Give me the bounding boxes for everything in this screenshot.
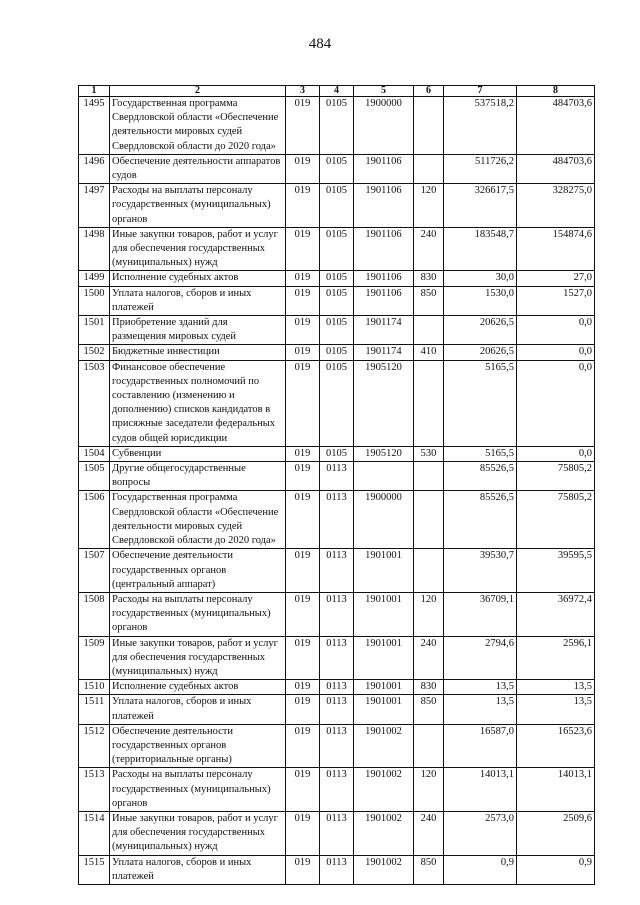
section-code: 0113 [320,491,354,549]
amount-year-2: 75805,2 [517,491,595,549]
row-name: Иные закупки товаров, работ и услуг для обеспечения государственных (муниципальных) нужд [110,636,286,680]
chapter-code: 019 [286,271,320,286]
chapter-code: 019 [286,286,320,315]
row-name: Бюджетные инвестиции [110,345,286,360]
expense-type-code: 120 [414,768,444,812]
table-row [79,768,595,812]
row-number: 1499 [79,271,110,286]
column-header: 4 [320,86,354,97]
row-name: Расходы на выплаты персоналу государственных (муниципальных) органов [110,184,286,228]
table-row [79,286,595,315]
amount-year-2: 27,0 [517,271,595,286]
chapter-code: 019 [286,462,320,491]
amount-year-2: 0,0 [517,316,595,345]
row-number: 1504 [79,446,110,461]
section-code: 0105 [320,97,354,155]
chapter-code: 019 [286,184,320,228]
amount-year-1: 2794,6 [444,636,517,680]
row-name: Финансовое обеспечение государственных полномочий по составлению (изменению и дополнению) списков кандидатов в присяжные заседатели федеральных судов общей юрисдикции [110,360,286,446]
column-header: 1 [79,86,110,97]
amount-year-1: 14013,1 [444,768,517,812]
amount-year-2: 0,0 [517,446,595,461]
chapter-code: 019 [286,446,320,461]
chapter-code: 019 [286,592,320,636]
expense-type-code: 240 [414,636,444,680]
section-code: 0105 [320,345,354,360]
row-number: 1512 [79,724,110,768]
row-number: 1505 [79,462,110,491]
table-row [79,184,595,228]
amount-year-2: 14013,1 [517,768,595,812]
column-header: 6 [414,86,444,97]
section-code: 0105 [320,286,354,315]
row-name: Приобретение зданий для размещения мировых судей [110,316,286,345]
amount-year-1: 537518,2 [444,97,517,155]
target-article-code: 1901106 [354,184,414,228]
table-row [79,227,595,271]
row-name: Государственная программа Свердловской области «Обеспечение деятельности мировых судей Свердловской области до 2020 года» [110,97,286,155]
chapter-code: 019 [286,360,320,446]
row-number: 1507 [79,549,110,593]
target-article-code: 1900000 [354,97,414,155]
row-number: 1513 [79,768,110,812]
row-number: 1496 [79,154,110,183]
target-article-code: 1901001 [354,549,414,593]
target-article-code: 1905120 [354,360,414,446]
table-row [79,154,595,183]
row-name: Исполнение судебных актов [110,680,286,695]
row-number: 1511 [79,695,110,724]
table-row [79,855,595,884]
table-row [79,446,595,461]
chapter-code: 019 [286,154,320,183]
row-number: 1506 [79,491,110,549]
chapter-code: 019 [286,768,320,812]
section-code: 0105 [320,271,354,286]
chapter-code: 019 [286,227,320,271]
target-article-code: 1901001 [354,592,414,636]
target-article-code: 1900000 [354,491,414,549]
column-header: 3 [286,86,320,97]
chapter-code: 019 [286,724,320,768]
column-header: 2 [110,86,286,97]
expense-type-code [414,360,444,446]
amount-year-2: 36972,4 [517,592,595,636]
amount-year-1: 16587,0 [444,724,517,768]
amount-year-1: 39530,7 [444,549,517,593]
row-number: 1500 [79,286,110,315]
section-code: 0105 [320,154,354,183]
row-name: Субвенции [110,446,286,461]
table-row [79,360,595,446]
expense-type-code: 120 [414,184,444,228]
chapter-code: 019 [286,316,320,345]
column-header: 5 [354,86,414,97]
section-code: 0105 [320,184,354,228]
target-article-code: 1901106 [354,154,414,183]
target-article-code: 1901174 [354,345,414,360]
table-row [79,97,595,155]
row-number: 1503 [79,360,110,446]
table-header-row [79,86,595,97]
amount-year-2: 1527,0 [517,286,595,315]
expense-type-code: 850 [414,855,444,884]
table-row [79,316,595,345]
section-code: 0113 [320,811,354,855]
section-code: 0113 [320,695,354,724]
expense-type-code: 850 [414,695,444,724]
amount-year-2: 0,0 [517,345,595,360]
expense-type-code [414,97,444,155]
amount-year-2: 75805,2 [517,462,595,491]
amount-year-2: 13,5 [517,680,595,695]
target-article-code: 1901002 [354,855,414,884]
table-row [79,680,595,695]
target-article-code [354,462,414,491]
amount-year-1: 20626,5 [444,316,517,345]
section-code: 0113 [320,462,354,491]
section-code: 0105 [320,360,354,446]
table-row [79,549,595,593]
row-number: 1508 [79,592,110,636]
expense-type-code: 530 [414,446,444,461]
page-number: 484 [308,36,332,52]
chapter-code: 019 [286,695,320,724]
chapter-code: 019 [286,549,320,593]
target-article-code: 1901002 [354,768,414,812]
section-code: 0113 [320,855,354,884]
expense-type-code [414,462,444,491]
table-row [79,636,595,680]
target-article-code: 1905120 [354,446,414,461]
row-name: Иные закупки товаров, работ и услуг для обеспечения государственных (муниципальных) нужд [110,227,286,271]
chapter-code: 019 [286,97,320,155]
row-name: Обеспечение деятельности государственных органов (центральный аппарат) [110,549,286,593]
amount-year-1: 5165,5 [444,360,517,446]
row-name: Расходы на выплаты персоналу государственных (муниципальных) органов [110,592,286,636]
expense-type-code: 240 [414,811,444,855]
amount-year-2: 2596,1 [517,636,595,680]
row-name: Расходы на выплаты персоналу государственных (муниципальных) органов [110,768,286,812]
amount-year-1: 0,9 [444,855,517,884]
row-name: Уплата налогов, сборов и иных платежей [110,695,286,724]
row-name: Обеспечение деятельности государственных органов (территориальные органы) [110,724,286,768]
section-code: 0113 [320,636,354,680]
chapter-code: 019 [286,855,320,884]
amount-year-2: 0,9 [517,855,595,884]
section-code: 0113 [320,592,354,636]
amount-year-2: 484703,6 [517,154,595,183]
amount-year-1: 1530,0 [444,286,517,315]
amount-year-1: 85526,5 [444,491,517,549]
amount-year-1: 183548,7 [444,227,517,271]
row-number: 1510 [79,680,110,695]
row-number: 1498 [79,227,110,271]
expense-type-code: 240 [414,227,444,271]
amount-year-1: 30,0 [444,271,517,286]
expense-type-code: 120 [414,592,444,636]
expense-type-code [414,724,444,768]
expense-type-code [414,549,444,593]
expense-type-code [414,154,444,183]
target-article-code: 1901002 [354,811,414,855]
amount-year-1: 13,5 [444,680,517,695]
row-name: Уплата налогов, сборов и иных платежей [110,286,286,315]
table-row [79,491,595,549]
chapter-code: 019 [286,680,320,695]
chapter-code: 019 [286,811,320,855]
expense-type-code [414,491,444,549]
section-code: 0105 [320,227,354,271]
row-number: 1495 [79,97,110,155]
target-article-code: 1901001 [354,695,414,724]
section-code: 0105 [320,316,354,345]
chapter-code: 019 [286,345,320,360]
chapter-code: 019 [286,491,320,549]
row-number: 1501 [79,316,110,345]
amount-year-2: 328275,0 [517,184,595,228]
row-name: Другие общегосударственные вопросы [110,462,286,491]
row-number: 1514 [79,811,110,855]
column-header: 7 [444,86,517,97]
chapter-code: 019 [286,636,320,680]
row-number: 1509 [79,636,110,680]
expense-type-code: 830 [414,680,444,695]
expense-type-code: 830 [414,271,444,286]
amount-year-1: 36709,1 [444,592,517,636]
section-code: 0113 [320,680,354,695]
table-row [79,462,595,491]
table-row [79,592,595,636]
table-row [79,271,595,286]
expense-type-code: 410 [414,345,444,360]
target-article-code: 1901001 [354,636,414,680]
target-article-code: 1901002 [354,724,414,768]
row-number: 1502 [79,345,110,360]
table-row [79,724,595,768]
amount-year-2: 13,5 [517,695,595,724]
row-name: Исполнение судебных актов [110,271,286,286]
table-row [79,811,595,855]
amount-year-2: 484703,6 [517,97,595,155]
row-name: Государственная программа Свердловской области «Обеспечение деятельности мировых судей Свердловской области до 2020 года» [110,491,286,549]
table-row [79,345,595,360]
amount-year-2: 154874,6 [517,227,595,271]
amount-year-1: 326617,5 [444,184,517,228]
amount-year-1: 20626,5 [444,345,517,360]
target-article-code: 1901106 [354,286,414,315]
amount-year-1: 5165,5 [444,446,517,461]
target-article-code: 1901174 [354,316,414,345]
table-row [79,695,595,724]
budget-table [78,85,595,885]
amount-year-1: 13,5 [444,695,517,724]
amount-year-1: 511726,2 [444,154,517,183]
amount-year-2: 2509,6 [517,811,595,855]
target-article-code: 1901106 [354,227,414,271]
section-code: 0113 [320,768,354,812]
table-body [79,97,595,885]
section-code: 0105 [320,446,354,461]
amount-year-1: 2573,0 [444,811,517,855]
expense-type-code [414,316,444,345]
row-number: 1515 [79,855,110,884]
amount-year-2: 0,0 [517,360,595,446]
amount-year-1: 85526,5 [444,462,517,491]
column-header: 8 [517,86,595,97]
row-name: Иные закупки товаров, работ и услуг для обеспечения государственных (муниципальных) нужд [110,811,286,855]
target-article-code: 1901001 [354,680,414,695]
section-code: 0113 [320,549,354,593]
row-name: Уплата налогов, сборов и иных платежей [110,855,286,884]
target-article-code: 1901106 [354,271,414,286]
row-name: Обеспечение деятельности аппаратов судов [110,154,286,183]
expense-type-code: 850 [414,286,444,315]
amount-year-2: 16523,6 [517,724,595,768]
section-code: 0113 [320,724,354,768]
row-number: 1497 [79,184,110,228]
amount-year-2: 39595,5 [517,549,595,593]
